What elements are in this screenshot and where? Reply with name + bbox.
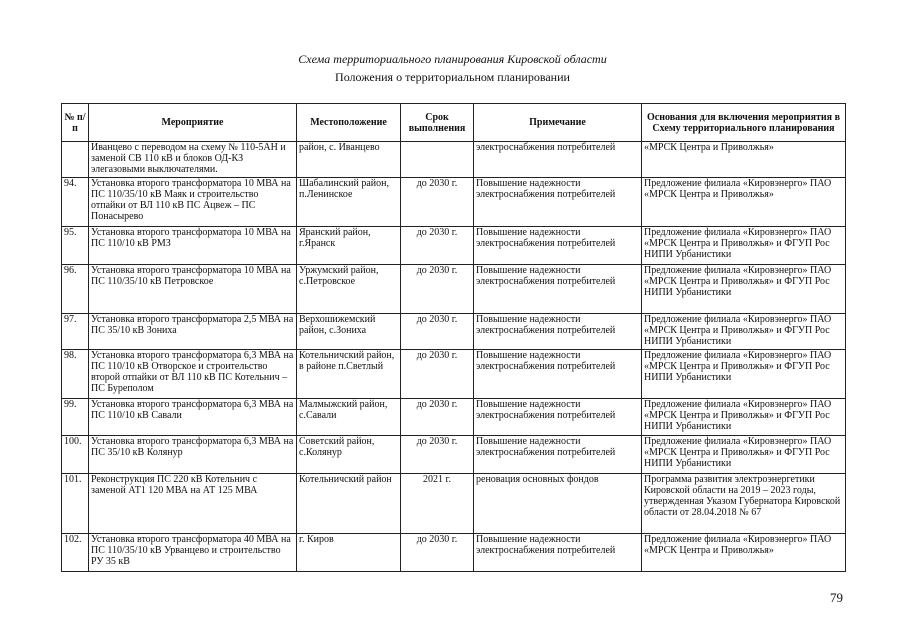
cell-note: Повышение надежности электроснабжения потребителей (474, 436, 642, 474)
cell-term: до 2030 г. (401, 350, 474, 399)
cell-event: Установка второго трансформатора 6,3 МВА на ПС 110/10 кВ Савали (89, 399, 297, 436)
cell-basis: Предложение филиала «Кировэнерго» ПАО «МРСК Центра и Приволжья» (642, 178, 846, 227)
cell-event: Установка второго трансформатора 2,5 МВА на ПС 35/10 кВ Зониха (89, 314, 297, 350)
table-header-row (62, 104, 846, 142)
cell-term (401, 142, 474, 178)
column-header-location: Местоположение (297, 104, 401, 142)
cell-event: Установка второго трансформатора 10 МВА на ПС 110/35/10 кВ Маяк и строительство отпайки от ВЛ 110 кВ ПС Ацвеж – ПС Понасырево (89, 178, 297, 227)
cell-event: Установка второго трансформатора 10 МВА на ПС 110/10 кВ РМЗ (89, 227, 297, 265)
cell-basis: Предложение филиала «Кировэнерго» ПАО «МРСК Центра и Приволжья» и ФГУП Рос НИПИ Урбанистики (642, 227, 846, 265)
cell-location: Яранский район, г.Яранск (297, 227, 401, 265)
cell-number: 96. (62, 265, 89, 314)
cell-number: 97. (62, 314, 89, 350)
cell-event: Реконструкция ПС 220 кВ Котельнич с заменой АТ1 120 МВА на АТ 125 МВА (89, 474, 297, 534)
document-title: Схема территориального планирования Кировской области (298, 52, 607, 66)
cell-event: Установка второго трансформатора 6,3 МВА на ПС 35/10 кВ Колянур (89, 436, 297, 474)
cell-term: 2021 г. (401, 474, 474, 534)
cell-number: 101. (62, 474, 89, 534)
cell-note: Повышение надежности электроснабжения потребителей (474, 399, 642, 436)
column-header-event: Мероприятие (89, 104, 297, 142)
cell-note: Повышение надежности электроснабжения потребителей (474, 534, 642, 572)
cell-location: район, с. Иванцево (297, 142, 401, 178)
cell-number: 94. (62, 178, 89, 227)
cell-location: Верхошижемский район, с.Зониха (297, 314, 401, 350)
cell-basis: Предложение филиала «Кировэнерго» ПАО «МРСК Центра и Приволжья» и ФГУП Рос НИПИ Урбанистики (642, 350, 846, 399)
cell-number (62, 142, 89, 178)
cell-number: 99. (62, 399, 89, 436)
table-row (62, 474, 846, 534)
cell-event: Установка второго трансформатора 10 МВА на ПС 110/35/10 кВ Петровское (89, 265, 297, 314)
cell-event: Установка второго трансформатора 6,3 МВА на ПС 110/10 кВ Отворское и строительство второй отпайки от ВЛ 110 кВ ПС Котельнич – ПС Буреполом (89, 350, 297, 399)
cell-note: Повышение надежности электроснабжения потребителей (474, 178, 642, 227)
cell-term: до 2030 г. (401, 314, 474, 350)
cell-number: 95. (62, 227, 89, 265)
cell-location: Котельничский район, в районе п.Светлый (297, 350, 401, 399)
cell-number: 98. (62, 350, 89, 399)
cell-location: Малмыжский район, с.Савали (297, 399, 401, 436)
table-row (62, 227, 846, 265)
cell-basis: Программа развития электроэнергетики Кировской области на 2019 – 2023 годы, утвержденная Указом Губернатора Кировской области от 28.04.2018 № 67 (642, 474, 846, 534)
table-row (62, 534, 846, 572)
cell-location: Уржумский район, с.Петровское (297, 265, 401, 314)
document-subtitle: Положения о территориальном планировании (335, 70, 570, 84)
cell-term: до 2030 г. (401, 178, 474, 227)
cell-basis: Предложение филиала «Кировэнерго» ПАО «МРСК Центра и Приволжья» и ФГУП Рос НИПИ Урбанистики (642, 265, 846, 314)
column-header-term: Срок выполнения (401, 104, 474, 142)
cell-basis: Предложение филиала «Кировэнерго» ПАО «МРСК Центра и Приволжья» и ФГУП Рос НИПИ Урбанистики (642, 399, 846, 436)
cell-location: Котельничский район (297, 474, 401, 534)
table-row (62, 142, 846, 178)
table-row (62, 265, 846, 314)
cell-note: реновация основных фондов (474, 474, 642, 534)
cell-term: до 2030 г. (401, 436, 474, 474)
table-row (62, 399, 846, 436)
table-row (62, 436, 846, 474)
cell-basis: «МРСК Центра и Приволжья» (642, 142, 846, 178)
table-row (62, 350, 846, 399)
cell-number: 100. (62, 436, 89, 474)
table-row (62, 314, 846, 350)
column-header-note: Примечание (474, 104, 642, 142)
page-number: 79 (830, 590, 843, 605)
cell-note: Повышение надежности электроснабжения потребителей (474, 350, 642, 399)
cell-note: электроснабжения потребителей (474, 142, 642, 178)
cell-note: Повышение надежности электроснабжения потребителей (474, 265, 642, 314)
cell-term: до 2030 г. (401, 265, 474, 314)
cell-term: до 2030 г. (401, 227, 474, 265)
cell-basis: Предложение филиала «Кировэнерго» ПАО «МРСК Центра и Приволжья» и ФГУП Рос НИПИ Урбанистики (642, 436, 846, 474)
cell-basis: Предложение филиала «Кировэнерго» ПАО «МРСК Центра и Приволжья» и ФГУП Рос НИПИ Урбанистики (642, 314, 846, 350)
cell-location: Шабалинский район, п.Ленинское (297, 178, 401, 227)
cell-event: Иванцево с переводом на схему № 110-5АН и заменой СВ 110 кВ и блоков ОД-КЗ элегазовыми выключателями. (89, 142, 297, 178)
cell-note: Повышение надежности электроснабжения потребителей (474, 227, 642, 265)
cell-basis: Предложение филиала «Кировэнерго» ПАО «МРСК Центра и Приволжья» (642, 534, 846, 572)
cell-event: Установка второго трансформатора 40 МВА на ПС 110/35/10 кВ Урванцево и строительство РУ 35 кВ (89, 534, 297, 572)
planning-table (61, 103, 846, 572)
column-header-basis: Основания для включения мероприятия в Схему территориального планирования (642, 104, 846, 142)
cell-term: до 2030 г. (401, 399, 474, 436)
cell-location: г. Киров (297, 534, 401, 572)
cell-location: Советский район, с.Колянур (297, 436, 401, 474)
table-row (62, 178, 846, 227)
cell-note: Повышение надежности электроснабжения потребителей (474, 314, 642, 350)
cell-number: 102. (62, 534, 89, 572)
cell-term: до 2030 г. (401, 534, 474, 572)
column-header-number: № п/п (62, 104, 89, 142)
